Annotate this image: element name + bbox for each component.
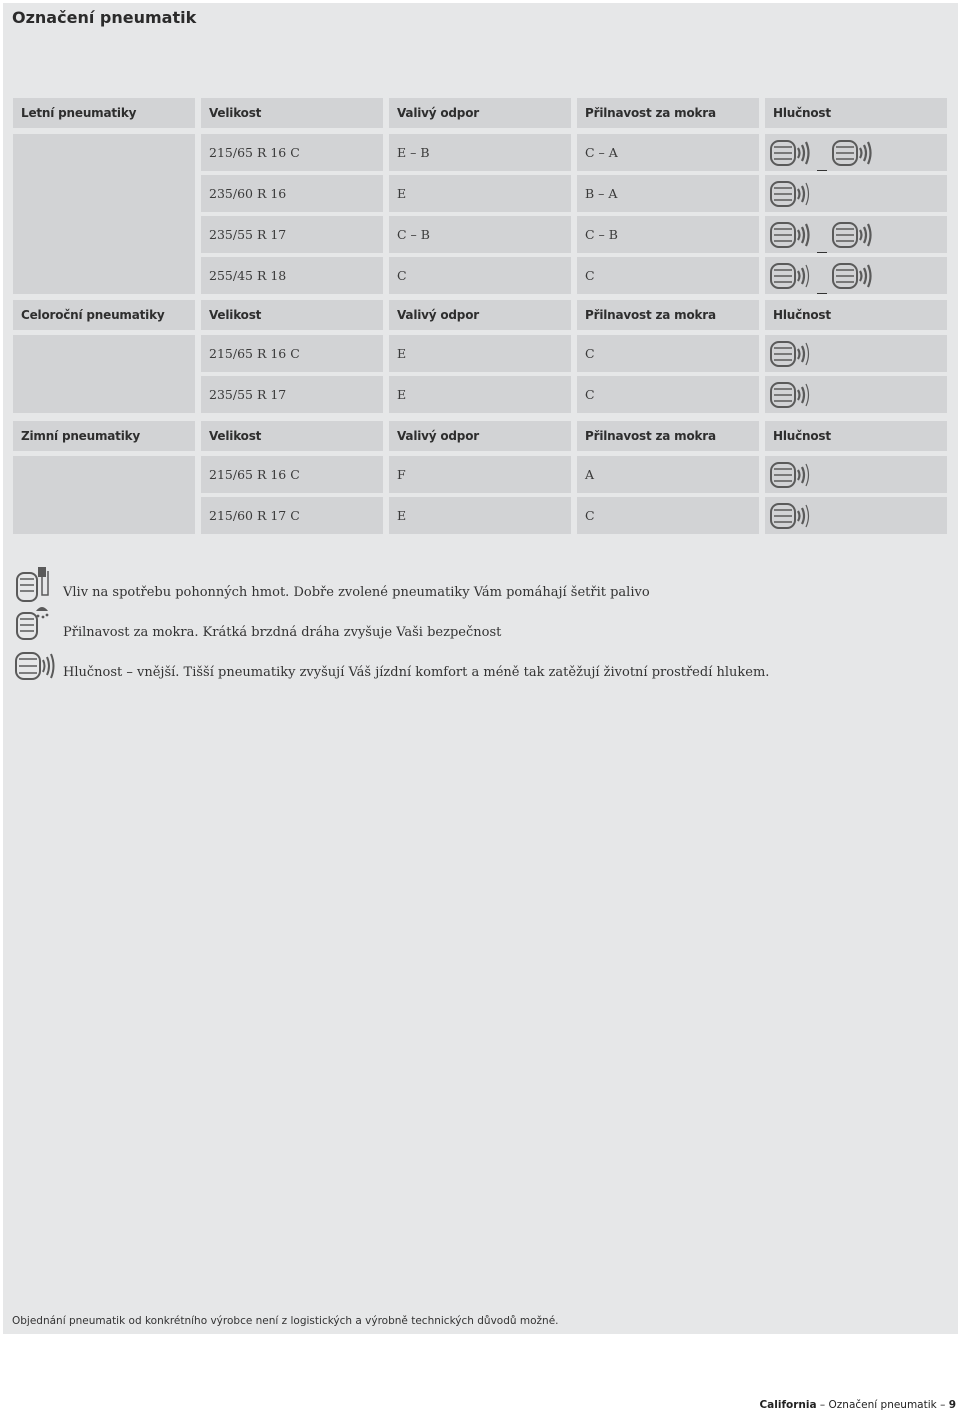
- range-dash: [817, 243, 827, 253]
- header-rolling-resistance: Valivý odpor: [389, 421, 571, 451]
- wet-grip-cell: C – A: [577, 134, 759, 171]
- legend-wet: [14, 603, 58, 641]
- noise-cell: [765, 175, 947, 212]
- noise-cell: [765, 134, 947, 171]
- noise-level-3-icon: [769, 218, 813, 252]
- rolling-resistance-cell: C: [389, 257, 571, 294]
- noise-level-3-icon: [831, 136, 875, 170]
- noise-cell: [765, 257, 947, 294]
- wet-grip-cell: C: [577, 257, 759, 294]
- rolling-resistance-cell: E: [389, 376, 571, 413]
- header-noise: Hlučnost: [765, 98, 947, 128]
- size-cell: 215/65 R 16 C: [201, 456, 383, 493]
- size-cell: 255/45 R 18: [201, 257, 383, 294]
- header-noise: Hlučnost: [765, 421, 947, 451]
- page-footer: [759, 1399, 956, 1411]
- noise-level-2-icon: [769, 378, 813, 412]
- header-wet-grip: Přilnavost za mokra: [577, 98, 759, 128]
- header-category: Zimní pneumatiky: [13, 421, 195, 451]
- rolling-resistance-cell: E – B: [389, 134, 571, 171]
- noise-cell: [765, 497, 947, 534]
- page-title: Označení pneumatik: [12, 8, 197, 27]
- noise-level-2-icon: [769, 259, 813, 293]
- range-dash: [817, 284, 827, 294]
- wet-grip-cell: C: [577, 376, 759, 413]
- noise-level-2-icon: [769, 337, 813, 371]
- footer-separator: –: [940, 1399, 949, 1411]
- header-rolling-resistance: Valivý odpor: [389, 300, 571, 330]
- header-size: Velikost: [201, 98, 383, 128]
- rolling-resistance-cell: C – B: [389, 216, 571, 253]
- noise-cell: [765, 216, 947, 253]
- rolling-resistance-cell: E: [389, 497, 571, 534]
- fuel-pump-tire-icon: [14, 565, 58, 603]
- noise-tire-icon: [14, 645, 58, 683]
- legend-noise-text: Hlučnost – vnější. Tišší pneumatiky zvyšují Váš jízdní komfort a méně tak zatěžují životní prostředí hlukem.: [63, 665, 770, 680]
- header-size: Velikost: [201, 300, 383, 330]
- size-cell: 215/65 R 16 C: [201, 134, 383, 171]
- size-cell: 215/65 R 16 C: [201, 335, 383, 372]
- header-size: Velikost: [201, 421, 383, 451]
- header-noise: Hlučnost: [765, 300, 947, 330]
- header-wet-grip: Přilnavost za mokra: [577, 421, 759, 451]
- category-blank-cell: [13, 335, 195, 413]
- wet-grip-cell: C – B: [577, 216, 759, 253]
- header-category: Letní pneumatiky: [13, 98, 195, 128]
- footer-section: Označení pneumatik: [828, 1399, 937, 1411]
- legend-fuel-text: Vliv na spotřebu pohonných hmot. Dobře zvolené pneumatiky Vám pomáhají šetřit palivo: [63, 585, 650, 600]
- size-cell: 235/60 R 16: [201, 175, 383, 212]
- footer-page-number: 9: [948, 1399, 956, 1411]
- header-wet-grip: Přilnavost za mokra: [577, 300, 759, 330]
- size-cell: 235/55 R 17: [201, 216, 383, 253]
- noise-level-2-icon: [769, 177, 813, 211]
- noise-level-3-icon: [769, 136, 813, 170]
- rolling-resistance-cell: F: [389, 456, 571, 493]
- rolling-resistance-cell: E: [389, 175, 571, 212]
- noise-level-2-icon: [769, 499, 813, 533]
- range-dash: [817, 161, 827, 171]
- noise-level-3-icon: [831, 218, 875, 252]
- size-cell: 235/55 R 17: [201, 376, 383, 413]
- legend-fuel: [14, 565, 58, 603]
- noise-cell: [765, 456, 947, 493]
- size-cell: 215/60 R 17 C: [201, 497, 383, 534]
- wet-grip-tire-icon: [14, 603, 58, 641]
- rolling-resistance-cell: E: [389, 335, 571, 372]
- wet-grip-cell: C: [577, 335, 759, 372]
- wet-grip-cell: C: [577, 497, 759, 534]
- wet-grip-cell: B – A: [577, 175, 759, 212]
- category-blank-cell: [13, 134, 195, 294]
- header-rolling-resistance: Valivý odpor: [389, 98, 571, 128]
- noise-cell: [765, 335, 947, 372]
- footnote: Objednání pneumatik od konkrétního výrobce není z logistických a výrobně technických důvodů možné.: [12, 1315, 559, 1327]
- footer-brand: California: [759, 1399, 817, 1411]
- header-category: Celoroční pneumatiky: [13, 300, 195, 330]
- wet-grip-cell: A: [577, 456, 759, 493]
- noise-cell: [765, 376, 947, 413]
- footer-separator: –: [819, 1399, 829, 1411]
- category-blank-cell: [13, 456, 195, 534]
- legend-wet-text: Přilnavost za mokra. Krátká brzdná dráha zvyšuje Vaši bezpečnost: [63, 625, 502, 640]
- legend-noise: [14, 645, 58, 683]
- noise-level-3-icon: [831, 259, 875, 293]
- noise-level-2-icon: [769, 458, 813, 492]
